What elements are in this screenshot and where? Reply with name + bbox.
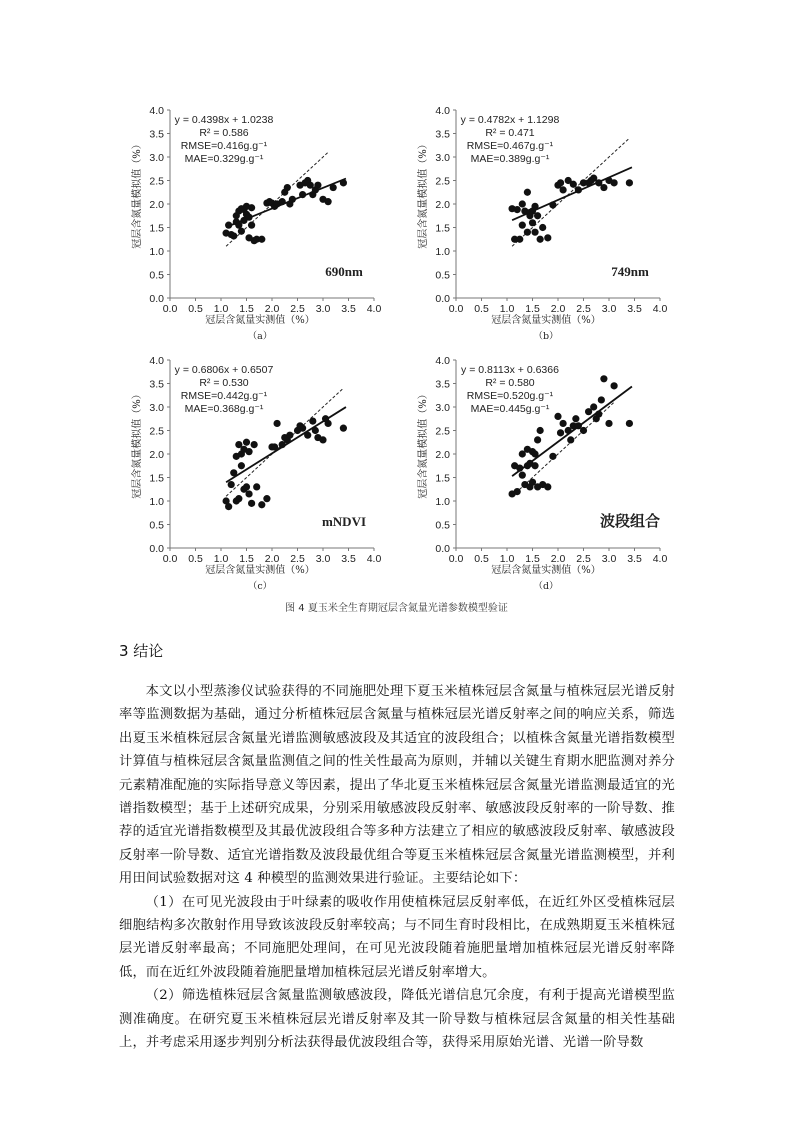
x-tick-label: 3.0 (601, 303, 617, 315)
x-tick-label: 4.0 (366, 303, 382, 315)
data-point (243, 483, 250, 490)
y-tick-label: 0.0 (435, 293, 450, 305)
x-tick-label: 2.5 (576, 303, 591, 315)
data-point (544, 483, 551, 490)
data-point (554, 413, 561, 420)
x-axis-label: 冠层含氮量实测值（%） (491, 565, 601, 576)
data-point (228, 481, 235, 488)
x-tick-label: 3.5 (627, 553, 642, 565)
y-tick-label: 2.5 (435, 425, 450, 438)
data-point (544, 234, 551, 241)
data-point (258, 236, 265, 243)
x-tick-label: 1.0 (213, 303, 229, 315)
data-point (575, 186, 582, 193)
data-point (516, 236, 523, 243)
data-point (314, 182, 321, 189)
y-tick-label: 4.0 (149, 355, 164, 367)
x-tick-label: 0.0 (448, 303, 464, 315)
data-point (560, 420, 567, 427)
x-tick-label: 4.0 (366, 553, 382, 565)
data-point (549, 201, 556, 208)
y-tick-label: 0.0 (435, 543, 450, 555)
x-tick-label: 1.5 (525, 553, 540, 565)
y-tick-label: 1.5 (435, 472, 450, 485)
data-point (235, 495, 242, 502)
body-text (119, 680, 675, 1055)
data-point (519, 200, 526, 207)
data-point (245, 214, 252, 221)
data-point (519, 222, 526, 229)
y-tick-label: 1.0 (435, 246, 450, 258)
x-tick-label: 3.5 (627, 303, 642, 315)
data-point (626, 420, 633, 427)
data-point (519, 472, 526, 479)
data-point (248, 204, 255, 211)
fit-annotation: RMSE=0.520g.g⁻¹ (466, 390, 554, 402)
data-point (340, 425, 347, 432)
x-axis-label: 冠层含氮量实测值（%） (491, 315, 601, 326)
data-point (600, 375, 607, 382)
y-tick-label: 4.0 (435, 105, 450, 117)
fit-annotation: RMSE=0.467g.g⁻¹ (466, 140, 554, 152)
panel-label: （c） (247, 581, 273, 592)
fit-annotation: RMSE=0.442g.g⁻¹ (180, 390, 268, 402)
data-point (263, 495, 270, 502)
y-tick-label: 0.5 (435, 519, 450, 532)
data-point (537, 427, 544, 434)
panel-label: （a） (247, 331, 273, 342)
data-point (590, 403, 597, 410)
y-tick-label: 3.0 (435, 402, 450, 414)
x-tick-label: 2.5 (290, 303, 305, 315)
data-point (238, 462, 245, 469)
fit-annotation: RMSE=0.416g.g⁻¹ (180, 140, 268, 152)
x-tick-label: 2.5 (576, 553, 591, 565)
data-point (514, 206, 521, 213)
x-tick-label: 4.0 (652, 553, 668, 565)
data-point (299, 425, 306, 432)
y-tick-label: 2.0 (435, 449, 450, 461)
y-tick-label: 1.5 (149, 472, 164, 485)
fit-annotation: R² = 0.530 (199, 377, 249, 389)
data-point (611, 382, 618, 389)
data-point (248, 500, 255, 507)
fit-annotation: MAE=0.389g.g⁻¹ (470, 153, 550, 165)
data-point (340, 179, 347, 186)
data-point (560, 186, 567, 193)
y-axis-label: 冠层含氮量模拟值（%） (418, 139, 429, 249)
fit-annotation: MAE=0.329g.g⁻¹ (184, 153, 264, 165)
fit-annotation: y = 0.4782x + 1.1298 (460, 114, 560, 126)
y-tick-label: 2.0 (149, 449, 164, 461)
x-tick-label: 2.0 (264, 553, 280, 565)
band-label: 690nm (325, 264, 363, 279)
y-tick-label: 4.0 (435, 355, 450, 367)
data-point (325, 198, 332, 205)
x-tick-label: 3.0 (315, 553, 331, 565)
data-point (279, 198, 286, 205)
x-tick-label: 2.0 (264, 303, 280, 315)
y-tick-label: 3.0 (149, 402, 164, 414)
x-tick-label: 1.0 (499, 303, 515, 315)
data-point (580, 427, 587, 434)
y-tick-label: 0.5 (435, 269, 450, 282)
data-point (572, 415, 579, 422)
data-point (537, 236, 544, 243)
y-tick-label: 2.0 (435, 199, 450, 211)
x-axis-label: 冠层含氮量实测值（%） (205, 565, 315, 576)
data-point (225, 222, 232, 229)
data-point (524, 189, 531, 196)
x-tick-label: 2.0 (550, 553, 566, 565)
x-tick-label: 4.0 (652, 303, 668, 315)
data-point (304, 432, 311, 439)
paragraph: （2）筛选植株冠层含氮量监测敏感波段，降低光谱信息冗余度，有利于提高光谱模型监测准确度。在研究夏玉米植株冠层光谱反射率及其一阶导数与植株冠层含氮量的相关性基础上，并考虑采用逐步判别分析法获得最优波段组合等，获得采用原始光谱、光谱一阶导数 (119, 988, 675, 1051)
x-tick-label: 0.5 (474, 553, 489, 565)
x-tick-label: 0.5 (188, 553, 203, 565)
x-tick-label: 1.5 (239, 553, 254, 565)
data-point (253, 483, 260, 490)
y-tick-label: 1.5 (149, 222, 164, 235)
data-point (286, 432, 293, 439)
x-tick-label: 3.5 (341, 303, 356, 315)
data-point (274, 420, 281, 427)
x-tick-label: 0.0 (162, 303, 178, 315)
data-point (531, 229, 538, 236)
data-point (299, 191, 306, 198)
data-point (567, 436, 574, 443)
figure-caption: 图 4 夏玉米全生育期冠层含氮量光谱参数模型验证 (285, 603, 508, 614)
section-heading: 3 结论 (119, 642, 164, 660)
y-tick-label: 2.5 (149, 425, 164, 438)
data-point (531, 462, 538, 469)
fit-annotation: MAE=0.445g.g⁻¹ (470, 403, 550, 415)
data-point (570, 181, 577, 188)
data-point (600, 184, 607, 191)
data-point (325, 420, 332, 427)
y-tick-label: 3.5 (435, 128, 450, 141)
x-tick-label: 1.0 (499, 553, 515, 565)
x-tick-label: 3.0 (601, 553, 617, 565)
x-tick-label: 1.0 (213, 553, 229, 565)
fit-annotation: y = 0.8113x + 0.6366 (461, 364, 559, 376)
y-tick-label: 0.5 (149, 519, 164, 532)
data-point (524, 229, 531, 236)
x-tick-label: 2.5 (290, 553, 305, 565)
data-point (309, 418, 316, 425)
band-label: 749nm (611, 264, 649, 279)
y-tick-label: 3.5 (149, 378, 164, 391)
data-point (248, 222, 255, 229)
y-tick-label: 3.0 (149, 152, 164, 164)
fit-annotation: R² = 0.471 (485, 127, 535, 139)
chart-panel-a (118, 98, 398, 348)
fit-annotation: y = 0.4398x + 1.0238 (174, 114, 274, 126)
data-point (271, 443, 278, 450)
data-point (238, 228, 245, 235)
data-point (557, 429, 564, 436)
chart-panel-b (404, 98, 684, 348)
data-point (605, 420, 612, 427)
data-point (289, 196, 296, 203)
data-point (626, 179, 633, 186)
fit-annotation: R² = 0.586 (199, 127, 249, 139)
x-tick-label: 2.0 (550, 303, 566, 315)
x-tick-label: 1.5 (239, 303, 254, 315)
data-point (245, 448, 252, 455)
data-point (258, 501, 265, 508)
fit-annotation: y = 0.6806x + 0.6507 (174, 364, 274, 376)
y-axis-label: 冠层含氮量模拟值（%） (132, 139, 143, 249)
x-tick-label: 3.0 (315, 303, 331, 315)
data-point (230, 469, 237, 476)
data-point (245, 490, 252, 497)
y-tick-label: 1.0 (149, 246, 164, 258)
data-point (243, 439, 250, 446)
y-tick-label: 2.5 (149, 175, 164, 188)
y-tick-label: 3.5 (435, 378, 450, 391)
data-point (251, 441, 258, 448)
data-point (225, 503, 232, 510)
data-point (557, 179, 564, 186)
paragraph: 本文以小型蒸渗仪试验获得的不同施肥处理下夏玉米植株冠层含氮量与植株冠层光谱反射率等监测数据为基础，通过分析植株冠层含氮量与植株冠层光谱反射率之间的响应关系，筛选出夏玉米植株冠层含氮量光谱监测敏感波段及其适宜的波段组合；以植株含氮量光谱指数模型计算值与植株冠层含氮量监测值之间的性关性最高为原则，并辅以关键生育期水肥监测对养分元素精准配施的实际指导意义等因素，提出了华北夏玉米植株冠层含氮量光谱监测最适宜的光谱指数模型；基于上述研究成果，分别采用敏感波段反射率、敏感波段反射率的一阶导数、推荐的适宜光谱指数模型及其最优波段组合等多种方法建立了相应的敏感波段反射率、敏感波段反射率一阶导数、适宜光谱指数及波段最优组合等夏玉米植株冠层含氮量光谱监测模型，并利用田间试验数据对这 4 种模型的监测效果进行验证。主要结论如下： (119, 684, 675, 887)
x-tick-label: 1.5 (525, 303, 540, 315)
y-tick-label: 1.0 (435, 496, 450, 508)
data-point (611, 179, 618, 186)
y-tick-label: 3.0 (435, 152, 450, 164)
band-label: mNDVI (321, 514, 367, 529)
chart-panel-d (404, 348, 684, 598)
y-tick-label: 3.5 (149, 128, 164, 141)
x-tick-label: 0.5 (188, 303, 203, 315)
y-tick-label: 0.0 (149, 543, 164, 555)
chart-panel-c (118, 348, 398, 598)
data-point (330, 184, 337, 191)
panel-label: （b） (533, 331, 559, 342)
band-label: 波段组合 (599, 512, 661, 530)
data-point (539, 224, 546, 231)
y-tick-label: 4.0 (149, 105, 164, 117)
data-point (595, 410, 602, 417)
fit-annotation: MAE=0.368g.g⁻¹ (184, 403, 264, 415)
x-tick-label: 0.0 (448, 553, 464, 565)
y-tick-label: 0.5 (149, 269, 164, 282)
paragraph: （1）在可见光波段由于叶绿素的吸收作用使植株冠层反射率低，在近红外区受植株冠层细胞结构多次散射作用导致该波段反射率较高；与不同生育时段相比，在成熟期夏玉米植株冠层光谱反射率最高；不同施肥处理间，在可见光波段随着施肥量增加植株冠层光谱反射率降低，而在近红外波段随着施肥量增加植株冠层光谱反射率增大。 (119, 894, 675, 980)
data-point (531, 450, 538, 457)
panel-label: （d） (533, 581, 559, 592)
data-point (230, 232, 237, 239)
data-point (549, 453, 556, 460)
y-tick-label: 1.5 (435, 222, 450, 235)
y-tick-label: 1.0 (149, 496, 164, 508)
y-axis-label: 冠层含氮量模拟值（%） (418, 389, 429, 499)
data-point (534, 212, 541, 219)
fit-annotation: R² = 0.580 (485, 377, 535, 389)
data-point (534, 436, 541, 443)
data-point (284, 184, 291, 191)
y-tick-label: 2.5 (435, 175, 450, 188)
x-axis-label: 冠层含氮量实测值（%） (205, 315, 315, 326)
data-point (531, 203, 538, 210)
data-point (598, 396, 605, 403)
x-tick-label: 0.5 (474, 303, 489, 315)
x-tick-label: 3.5 (341, 553, 356, 565)
data-point (312, 427, 319, 434)
y-tick-label: 0.0 (149, 293, 164, 305)
data-point (529, 219, 536, 226)
y-tick-label: 2.0 (149, 199, 164, 211)
x-tick-label: 0.0 (162, 553, 178, 565)
y-axis-label: 冠层含氮量模拟值（%） (132, 389, 143, 499)
data-point (514, 488, 521, 495)
data-point (516, 465, 523, 472)
data-point (319, 436, 326, 443)
